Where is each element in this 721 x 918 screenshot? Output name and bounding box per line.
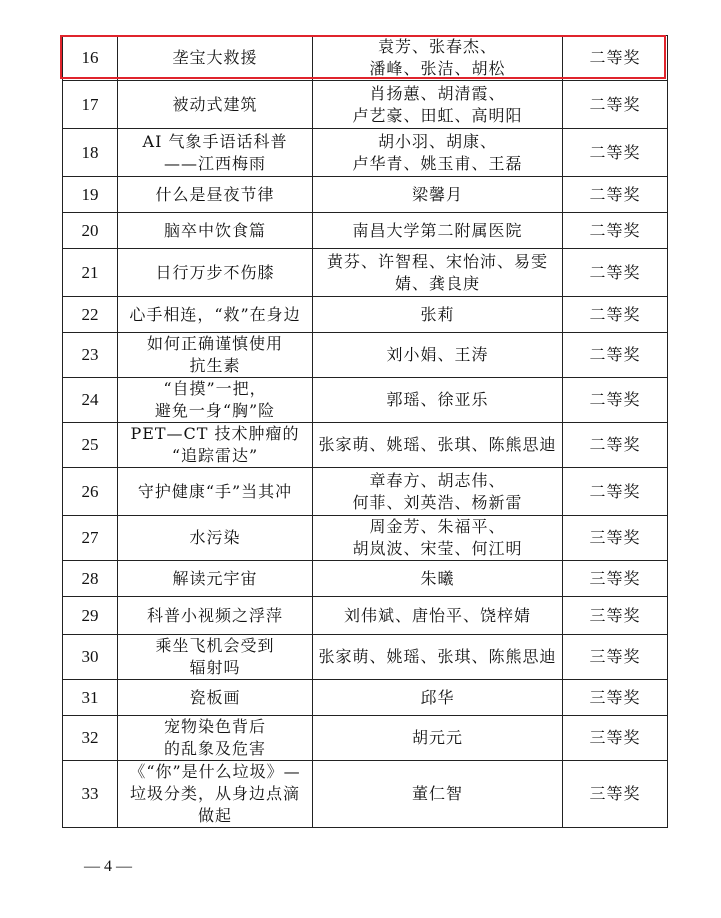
row-number-text: 28 [81,568,99,588]
award-level [563,177,668,213]
authors-line: 卢艺豪、田虹、高明阳 [352,105,523,125]
work-title-line: 如何正确谨慎使用 [146,334,283,353]
table-row [63,561,668,597]
row-number [63,297,118,333]
work-title-line: 瓷板画 [189,687,241,707]
award-level-text: 三等奖 [589,687,641,707]
authors [313,635,563,680]
award-level-text: 三等奖 [589,568,641,588]
authors [313,468,563,516]
award-level [563,516,668,561]
work-title [118,129,313,177]
authors [313,423,563,468]
award-level [563,297,668,333]
row-number-text: 18 [81,142,99,162]
work-title-line: “追踪雷达” [171,446,259,465]
authors-line: 何菲、刘英浩、杨新雷 [352,492,523,512]
row-number-text: 16 [81,48,99,67]
page-number: — 4 — [84,858,132,875]
award-level [563,36,668,81]
table-row [63,249,668,297]
row-number-text: 26 [81,481,99,501]
award-level-text: 二等奖 [589,220,641,240]
authors [313,561,563,597]
work-title-line: 解读元宇宙 [172,568,258,588]
authors-line: 张莉 [420,304,455,324]
authors-line: 张家萌、姚瑶、张琪、陈熊思迪 [318,647,557,666]
work-title [118,561,313,597]
row-number-text: 27 [81,528,99,547]
authors-line: 胡小羽、胡康、 [377,131,497,151]
table-row [63,716,668,761]
award-level-text: 二等奖 [589,435,641,454]
authors-line: 婧、龚良庚 [394,273,480,293]
work-title [118,249,313,297]
row-number-text: 31 [81,687,99,707]
table-row [63,680,668,716]
award-level-text: 二等奖 [589,304,641,324]
work-title [118,635,313,680]
work-title-line: 脑卒中饮食篇 [163,220,266,240]
work-title-line: 垃圾分类，从身边点滴 [129,784,300,803]
authors-line: 朱曦 [420,568,455,588]
authors-line: 肖扬蕙、胡清霞、 [369,83,506,103]
row-number [63,635,118,680]
award-level [563,597,668,635]
row-number [63,680,118,716]
work-title-line: AI 气象手语话科普 [142,131,288,151]
work-title-line: “自摸”一把， [163,379,267,398]
work-title-line: 科普小视频之浮萍 [146,605,283,625]
work-title-line: PET—CT 技术肿瘤的 [130,424,300,443]
row-number [63,333,118,378]
award-level [563,423,668,468]
row-number [63,129,118,177]
authors [313,716,563,761]
award-level-text: 二等奖 [589,184,641,204]
work-title [118,36,313,81]
award-level [563,333,668,378]
work-title-line: 垄宝大救援 [172,48,258,67]
row-number-text: 30 [81,647,99,666]
work-title-line: 守护健康“手”当其冲 [137,481,293,501]
authors-line: 潘峰、张洁、胡松 [369,59,506,78]
table-row [63,635,668,680]
work-title [118,297,313,333]
table-row [63,177,668,213]
authors-line: 梁馨月 [411,184,463,204]
table-row [63,297,668,333]
award-level [563,561,668,597]
award-table-body [63,36,668,828]
award-level-text: 二等奖 [589,142,641,162]
authors [313,213,563,249]
row-number [63,249,118,297]
award-level-text: 二等奖 [589,481,641,501]
work-title-line: 乘坐飞机会受到 [155,636,275,655]
authors [313,516,563,561]
row-number-text: 25 [81,435,99,454]
row-number-text: 33 [81,784,99,803]
table-row [63,129,668,177]
row-number-text: 24 [81,390,99,409]
authors [313,81,563,129]
work-title-line: 被动式建筑 [172,94,258,114]
award-level-text: 二等奖 [589,48,641,67]
work-title-line: 水污染 [189,528,241,547]
work-title [118,761,313,828]
work-title-line: 心手相连，“救”在身边 [129,304,301,324]
row-number-text: 29 [81,605,99,625]
row-number-text: 17 [81,94,99,114]
row-number-text: 19 [81,184,99,204]
award-table [62,35,668,828]
authors-line: 胡岚波、宋莹、何江明 [352,539,523,558]
table-row [63,36,668,81]
authors-line: 刘伟斌、唐怡平、饶梓婧 [343,605,531,625]
row-number [63,716,118,761]
authors [313,129,563,177]
work-title [118,597,313,635]
row-number [63,177,118,213]
award-level [563,249,668,297]
award-level-text: 二等奖 [589,262,641,282]
work-title-line: 日行万步不伤膝 [155,262,275,282]
row-number-text: 21 [81,262,99,282]
table-row [63,213,668,249]
table-row [63,333,668,378]
table-row [63,423,668,468]
row-number [63,597,118,635]
work-title [118,81,313,129]
award-level [563,635,668,680]
work-title-line: 抗生素 [189,356,241,375]
award-level-text: 二等奖 [589,345,641,364]
authors-line: 袁芳、张春杰、 [377,37,497,56]
authors [313,297,563,333]
work-title-line: 做起 [197,806,232,825]
award-level [563,680,668,716]
work-title-line: 什么是昼夜节律 [155,184,275,204]
authors-line: 董仁智 [411,784,463,803]
authors-line: 周金芳、朱福平、 [369,517,506,536]
authors-line: 邱华 [420,687,455,707]
table-row [63,597,668,635]
work-title-line: ——江西梅雨 [163,153,266,173]
award-level [563,378,668,423]
row-number [63,761,118,828]
row-number-text: 20 [81,220,99,240]
work-title [118,378,313,423]
authors [313,680,563,716]
authors-line: 卢华青、姚玉甫、王磊 [352,153,523,173]
award-level-text: 三等奖 [589,728,641,747]
authors [313,249,563,297]
authors [313,177,563,213]
table-row [63,81,668,129]
work-title-line: 《“你”是什么垃圾》— [129,762,301,781]
authors [313,333,563,378]
work-title-line: 宠物染色背后 [163,717,266,736]
authors [313,761,563,828]
authors-line: 胡元元 [411,728,463,747]
row-number [63,468,118,516]
authors [313,597,563,635]
authors-line: 黄芬、许智程、宋怡沛、易雯 [326,251,548,271]
award-level-text: 三等奖 [589,605,641,625]
work-title-line: 的乱象及危害 [163,739,266,758]
table-row [63,378,668,423]
authors [313,378,563,423]
row-number [63,81,118,129]
table-row [63,761,668,828]
table-row [63,516,668,561]
authors-line: 章春方、胡志伟、 [369,470,506,490]
row-number-text: 32 [81,728,99,747]
row-number [63,516,118,561]
table-row [63,468,668,516]
work-title [118,516,313,561]
authors-line: 郭瑶、徐亚乐 [386,390,489,409]
work-title [118,468,313,516]
award-level [563,213,668,249]
work-title [118,177,313,213]
row-number [63,423,118,468]
award-level [563,81,668,129]
award-level-text: 二等奖 [589,390,641,409]
row-number-text: 22 [81,304,99,324]
authors-line: 张家萌、姚瑶、张琪、陈熊思迪 [318,435,557,454]
work-title-line: 避免一身“胸”险 [154,401,276,420]
award-level [563,129,668,177]
row-number [63,36,118,81]
work-title [118,213,313,249]
authors [313,36,563,81]
award-level [563,468,668,516]
work-title [118,423,313,468]
award-level [563,761,668,828]
row-number [63,213,118,249]
work-title [118,333,313,378]
authors-line: 刘小娟、王涛 [386,345,489,364]
award-level-text: 三等奖 [589,528,641,547]
work-title [118,716,313,761]
row-number [63,378,118,423]
work-title [118,680,313,716]
row-number-text: 23 [81,345,99,364]
row-number [63,561,118,597]
award-level [563,716,668,761]
award-level-text: 二等奖 [589,94,641,114]
authors-line: 南昌大学第二附属医院 [352,220,523,240]
work-title-line: 辐射吗 [189,658,241,677]
award-level-text: 三等奖 [589,784,641,803]
award-level-text: 三等奖 [589,647,641,666]
